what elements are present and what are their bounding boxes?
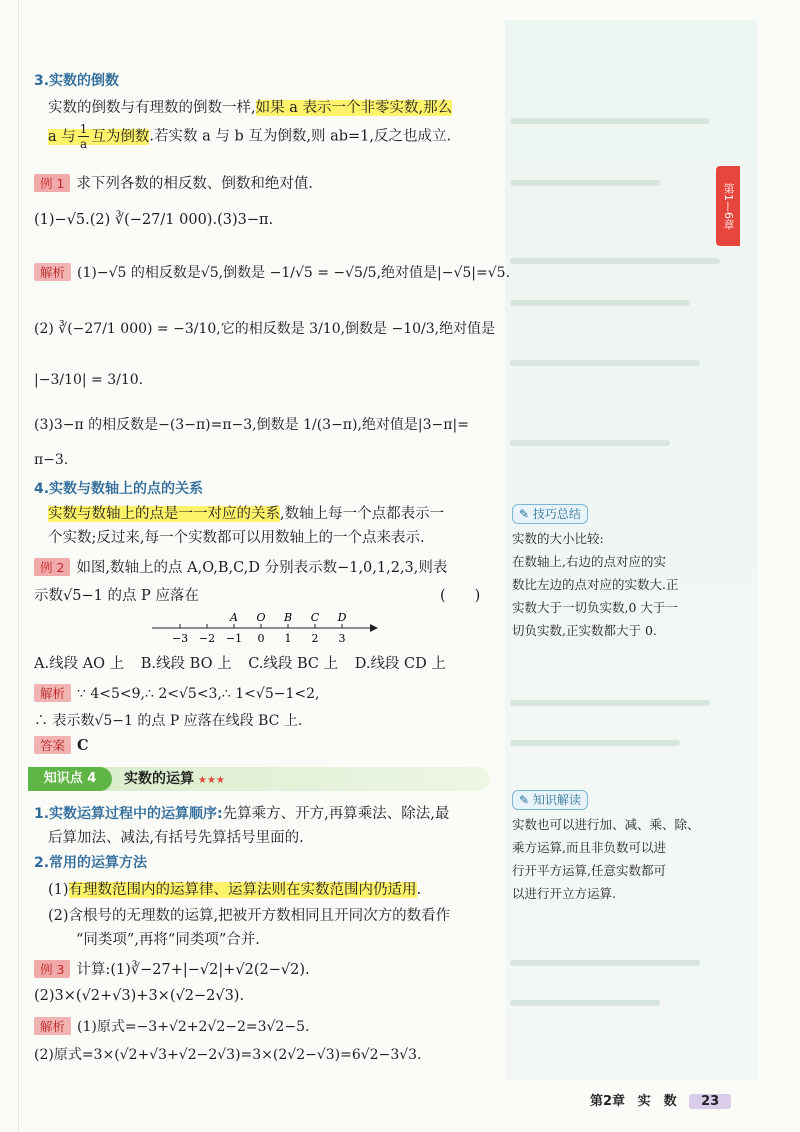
axis-tick-label: 1 (284, 632, 292, 645)
axis-point-label: C (310, 612, 320, 624)
denominator: a (80, 137, 88, 151)
answer-line (34, 736, 89, 754)
tip-line: 数比左边的点对应的实数大.正 (512, 577, 679, 592)
answer-value: C (77, 737, 89, 754)
ghost-line (510, 118, 710, 124)
option-d[interactable]: D.线段 CD 上 (354, 656, 446, 672)
analysis-tag: 解析 (34, 1017, 71, 1035)
tip-head: ✎ 技巧总结 (512, 504, 588, 524)
ghost-line (510, 960, 700, 966)
example-prompt: 示数√5−1 的点 P 应落在 (34, 588, 199, 604)
tip-head: ✎ 知识解读 (512, 790, 588, 810)
section-heading: 3.实数的倒数 (34, 73, 120, 89)
tip-head-text: 知识解读 (532, 793, 581, 807)
ghost-line (510, 740, 680, 746)
example-tag: 例 3 (34, 960, 70, 978)
page-number: 23 (689, 1094, 731, 1109)
page-edge (18, 0, 19, 1132)
text: ∵ 4<5<9,∴ 2<√5<3,∴ 1<√5−1<2, (77, 686, 320, 702)
text: 互为倒数 (91, 128, 150, 145)
text: ,数轴上每一个点都表示一 (280, 506, 445, 522)
paragraph-line: “同类项”,再将“同类项”合并. (76, 932, 260, 948)
example-items: (1)−√5.(2) ∛(−27/1 000).(3)3−π. (34, 212, 274, 228)
kp-title-text: 实数的运算 (124, 771, 194, 787)
footer-chapter: 第2章 (590, 1094, 626, 1109)
highlight: 如果 a 表示一个非零实数,那么 (255, 100, 453, 116)
analysis-line: π−3. (34, 452, 69, 468)
paragraph-line: (2)含根号的无理数的运算,把被开方数相同且开同次方的数看作 (48, 908, 451, 924)
answer-tag: 答案 (34, 736, 71, 754)
axis-point-labels (229, 612, 347, 624)
axis-tick-label: −2 (198, 632, 216, 645)
axis-tick-label: 2 (311, 632, 319, 645)
example-item: (2)3×(√2+√3)+3×(√2−2√3). (34, 988, 245, 1004)
text: 先算乘方、开方,再算乘法、除法,最 (222, 806, 450, 822)
axis-tick-label: −1 (225, 632, 243, 645)
option-c[interactable]: C.线段 BC 上 (248, 656, 339, 672)
example-prompt: 如图,数轴上的点 A,O,B,C,D 分别表示数−1,0,1,2,3,则表 (76, 560, 448, 576)
options (34, 652, 446, 673)
fraction (78, 122, 90, 151)
text: a 与 (48, 128, 76, 145)
option-a[interactable]: A.线段 AO 上 (34, 656, 125, 672)
tip-line: 在数轴上,右边的点对应的实 (512, 554, 666, 569)
tip-line: 切负实数,正实数都大于 0. (512, 623, 657, 638)
tip-box-skill (512, 502, 702, 642)
axis-tick-label: 3 (338, 632, 346, 645)
analysis-line (34, 684, 319, 702)
paragraph-line (48, 878, 421, 899)
ghost-line (510, 180, 660, 186)
analysis-line: (3)3−π 的相反数是−(3−π)=π−3,倒数是 1/(3−π),绝对值是|3−π|= (34, 417, 469, 433)
axis-arrow (370, 624, 378, 632)
text: . (416, 882, 422, 898)
example-prompt: 计算:(1)∛−27+|−√2|+√2(2−√2). (76, 962, 310, 978)
paragraph-line (34, 802, 449, 823)
highlight (48, 122, 150, 151)
axis-point-label: O (256, 612, 266, 624)
tip-line: 行开平方运算,任意实数都可 (512, 863, 666, 878)
subheading: 1.实数运算过程中的运算顺序: (34, 806, 223, 822)
paragraph-line (48, 122, 451, 151)
tip-line: 实数大于一切负实数,0 大于一 (512, 600, 678, 615)
axis-tick-labels (172, 632, 346, 645)
analysis-tag: 解析 (34, 263, 71, 281)
example-tag: 例 1 (34, 174, 70, 192)
axis-point-label: D (337, 612, 347, 624)
analysis-line (34, 262, 510, 282)
example-tag: 例 2 (34, 558, 70, 576)
example-1 (34, 172, 313, 193)
text: 实数的倒数与有理数的倒数一样, (48, 100, 256, 116)
text: (1)−√5 的相反数是√5,倒数是 −1/√5 = −√5/5,绝对值是|−√5|=√5. (77, 265, 511, 281)
axis-ticks (180, 624, 342, 628)
ghost-line (510, 360, 700, 366)
example-prompt: 求下列各数的相反数、倒数和绝对值. (76, 176, 314, 192)
tip-box-knowledge (512, 788, 702, 905)
axis-point-label: A (230, 612, 238, 624)
number-line (150, 612, 380, 652)
text: (1)原式=−3+√2+2√2−2=3√2−5. (77, 1019, 310, 1035)
ghost-line (510, 700, 710, 706)
text: .若实数 a 与 b 互为倒数,则 ab=1,反之也成立. (149, 128, 452, 145)
paragraph-line (48, 96, 452, 117)
numerator: 1 (79, 122, 88, 136)
tip-line: 实数也可以进行加、减、乘、除、 (512, 817, 700, 832)
tip-head-text: 技巧总结 (532, 507, 581, 521)
tip-line: 实数的大小比较: (512, 531, 604, 546)
axis-tick-label: 0 (257, 632, 265, 645)
subheading: 2.常用的运算方法 (34, 855, 148, 871)
analysis-line: ∴ 表示数√5−1 的点 P 应落在线段 BC 上. (34, 713, 303, 729)
kp-label: 知识点 4 (28, 767, 112, 791)
example-3 (34, 958, 310, 979)
text: (1) (48, 882, 69, 898)
analysis-line: (2) ∛(−27/1 000) = −3/10,它的相反数是 3/10,倒数是 −10/3,绝对值是 (34, 321, 496, 337)
chapter-tab[interactable]: 第1—6章 (716, 166, 740, 246)
ghost-line (510, 300, 690, 306)
ghost-line (510, 258, 720, 264)
tip-line: 乘方运算,而且非负数可以进 (512, 840, 666, 855)
axis-point-label: B (283, 612, 293, 624)
paragraph-line (48, 502, 444, 523)
answer-paren: ( ) (440, 588, 481, 604)
footer-title: 实 数 (637, 1094, 677, 1109)
highlight: 有理数范围内的运算律、运算法则在实数范围内仍适用 (68, 882, 417, 898)
analysis-line: (2)原式=3×(√2+√3+√2−2√3)=3×(2√2−√3)=6√2−3√3. (34, 1047, 422, 1063)
paragraph-line: 个实数;反过来,每一个实数都可以用数轴上的一个点来表示. (48, 530, 425, 546)
kp-title (124, 767, 225, 793)
paragraph-line: 后算加法、减法,有括号先算括号里面的. (48, 830, 304, 846)
example-2 (34, 556, 447, 577)
section-heading: 4.实数与数轴上的点的关系 (34, 481, 204, 497)
page-footer (590, 1090, 731, 1109)
highlight: 实数与数轴上的点是一一对应的关系 (48, 506, 280, 522)
analysis-line: |−3/10| = 3/10. (34, 372, 144, 388)
axis-tick-label: −3 (171, 632, 189, 645)
analysis-line (34, 1016, 309, 1036)
tip-line: 以进行开立方运算. (512, 886, 616, 901)
ghost-line (510, 1000, 660, 1006)
star-icon: ★★★ (198, 775, 225, 786)
ghost-line (510, 440, 670, 446)
option-b[interactable]: B.线段 BO 上 (140, 656, 232, 672)
knowledge-point-banner (28, 767, 490, 791)
analysis-tag: 解析 (34, 684, 71, 702)
